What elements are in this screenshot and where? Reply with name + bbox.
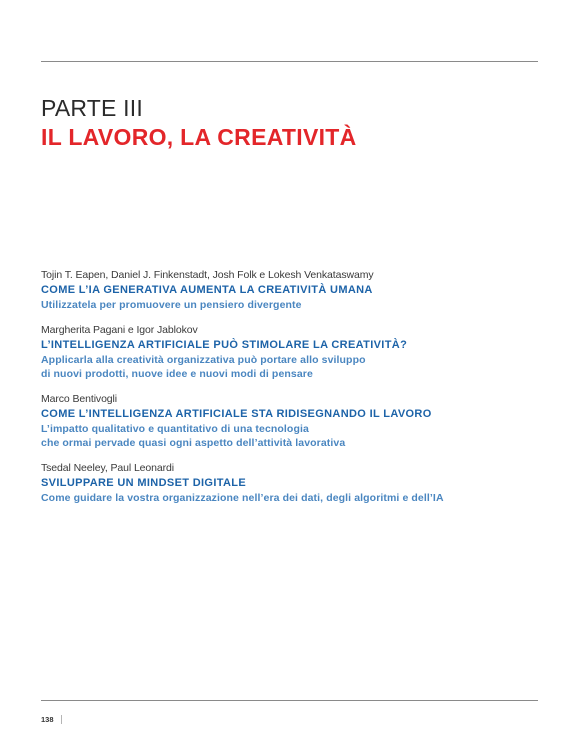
entry-authors: Marco Bentivogli bbox=[41, 393, 118, 405]
entry-title[interactable]: L’INTELLIGENZA ARTIFICIALE PUÒ STIMOLARE LA CREATIVITÀ? bbox=[41, 339, 408, 351]
entry-title[interactable]: COME L’IA GENERATIVA AUMENTA LA CREATIVITÀ UMANA bbox=[41, 284, 373, 296]
part-header bbox=[41, 94, 541, 152]
page-number: 138 bbox=[41, 715, 54, 724]
entry-authors: Tsedal Neeley, Paul Leonardi bbox=[41, 462, 175, 474]
entry-subtitle: Applicarla alla creatività organizzativa può portare allo sviluppo bbox=[41, 354, 366, 366]
page-footer bbox=[41, 715, 62, 724]
entry-title[interactable]: SVILUPPARE UN MINDSET DIGITALE bbox=[41, 477, 247, 489]
top-divider bbox=[41, 61, 538, 62]
part-label: PARTE III bbox=[41, 95, 143, 121]
bottom-divider bbox=[41, 700, 538, 701]
toc-entry[interactable] bbox=[41, 323, 541, 381]
entry-authors: Margherita Pagani e Igor Jablokov bbox=[41, 324, 198, 336]
toc-entry[interactable] bbox=[41, 461, 541, 505]
page-number-separator bbox=[61, 715, 62, 724]
table-of-contents bbox=[41, 268, 541, 516]
entry-subtitle: di nuovi prodotti, nuove idee e nuovi modi di pensare bbox=[41, 368, 313, 380]
toc-entry[interactable] bbox=[41, 392, 541, 450]
entry-title[interactable]: COME L’INTELLIGENZA ARTIFICIALE STA RIDISEGNANDO IL LAVORO bbox=[41, 408, 432, 420]
part-title: IL LAVORO, LA CREATIVITÀ bbox=[41, 124, 357, 150]
entry-subtitle: L’impatto qualitativo e quantitativo di una tecnologia bbox=[41, 423, 309, 435]
entry-subtitle: Utilizzatela per promuovere un pensiero divergente bbox=[41, 299, 302, 311]
entry-subtitle: che ormai pervade quasi ogni aspetto dell’attività lavorativa bbox=[41, 437, 346, 449]
entry-subtitle: Come guidare la vostra organizzazione nell’era dei dati, degli algoritmi e dell’IA bbox=[41, 492, 444, 504]
entry-authors: Tojin T. Eapen, Daniel J. Finkenstadt, Josh Folk e Lokesh Venkataswamy bbox=[41, 269, 374, 281]
toc-entry[interactable] bbox=[41, 268, 541, 312]
